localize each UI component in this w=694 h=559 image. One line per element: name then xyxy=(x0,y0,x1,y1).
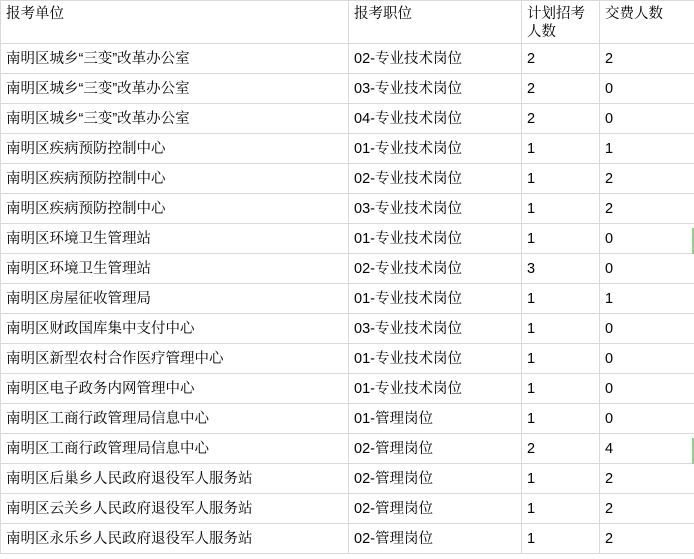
cell-planned: 1 xyxy=(522,164,600,194)
cell-paid: 0 xyxy=(600,254,694,284)
cell-position: 02-专业技术岗位 xyxy=(349,44,522,74)
cell-position: 03-专业技术岗位 xyxy=(349,74,522,104)
cell-paid: 2 xyxy=(600,194,694,224)
cell-paid: 0 xyxy=(600,344,694,374)
cell-planned: 2 xyxy=(522,104,600,134)
cell-position: 01-专业技术岗位 xyxy=(349,374,522,404)
column-header-planned-count: 计划招考人数 xyxy=(522,1,600,44)
cell-planned: 1 xyxy=(522,404,600,434)
cell-paid: 2 xyxy=(600,464,694,494)
cell-position: 01-专业技术岗位 xyxy=(349,344,522,374)
cell-planned: 2 xyxy=(522,44,600,74)
cell-unit: 南明区后巢乡人民政府退役军人服务站 xyxy=(1,464,349,494)
cell-unit: 南明区疾病预防控制中心 xyxy=(1,134,349,164)
cell-planned: 1 xyxy=(522,134,600,164)
table-row xyxy=(1,74,694,104)
cell-paid: 2 xyxy=(600,44,694,74)
cell-paid: 0 xyxy=(600,74,694,104)
cell-planned: 1 xyxy=(522,284,600,314)
table-header-row xyxy=(1,1,694,44)
table-row xyxy=(1,194,694,224)
cell-position: 02-管理岗位 xyxy=(349,434,522,464)
cell-unit: 南明区环境卫生管理站 xyxy=(1,254,349,284)
cell-unit: 南明区工商行政管理局信息中心 xyxy=(1,404,349,434)
cell-paid: 2 xyxy=(600,524,694,554)
cell-planned: 2 xyxy=(522,434,600,464)
cell-position: 02-专业技术岗位 xyxy=(349,164,522,194)
cell-position: 03-专业技术岗位 xyxy=(349,314,522,344)
table-row xyxy=(1,374,694,404)
table-row xyxy=(1,224,694,254)
cell-paid: 0 xyxy=(600,374,694,404)
cell-position: 03-专业技术岗位 xyxy=(349,194,522,224)
cell-paid: 0 xyxy=(600,404,694,434)
cell-position: 02-管理岗位 xyxy=(349,464,522,494)
table-row xyxy=(1,134,694,164)
cell-position: 01-专业技术岗位 xyxy=(349,224,522,254)
column-header-unit: 报考单位 xyxy=(1,1,349,44)
cell-paid: 0 xyxy=(600,224,694,254)
cell-planned: 1 xyxy=(522,194,600,224)
cell-planned: 1 xyxy=(522,494,600,524)
cell-unit: 南明区云关乡人民政府退役军人服务站 xyxy=(1,494,349,524)
cell-planned: 1 xyxy=(522,224,600,254)
column-header-paid-count: 交费人数 xyxy=(600,1,694,44)
cell-unit: 南明区永乐乡人民政府退役军人服务站 xyxy=(1,524,349,554)
cell-position: 02-管理岗位 xyxy=(349,494,522,524)
cell-unit: 南明区工商行政管理局信息中心 xyxy=(1,434,349,464)
cell-paid: 1 xyxy=(600,134,694,164)
cell-unit: 南明区环境卫生管理站 xyxy=(1,224,349,254)
cell-planned: 1 xyxy=(522,374,600,404)
table-row xyxy=(1,494,694,524)
cell-unit: 南明区新型农村合作医疗管理中心 xyxy=(1,344,349,374)
table-row xyxy=(1,404,694,434)
table-row xyxy=(1,44,694,74)
table-row xyxy=(1,284,694,314)
table-row xyxy=(1,104,694,134)
cell-planned: 1 xyxy=(522,314,600,344)
cell-planned: 3 xyxy=(522,254,600,284)
cell-position: 04-专业技术岗位 xyxy=(349,104,522,134)
table-row xyxy=(1,314,694,344)
cell-position: 02-管理岗位 xyxy=(349,524,522,554)
cell-planned: 1 xyxy=(522,344,600,374)
cell-position: 02-专业技术岗位 xyxy=(349,254,522,284)
cell-unit: 南明区电子政务内网管理中心 xyxy=(1,374,349,404)
table-row xyxy=(1,164,694,194)
cell-paid: 1 xyxy=(600,284,694,314)
table-row xyxy=(1,344,694,374)
cell-paid: 0 xyxy=(600,104,694,134)
cell-paid: 4 xyxy=(600,434,694,464)
cell-paid: 0 xyxy=(600,314,694,344)
cell-position: 01-专业技术岗位 xyxy=(349,284,522,314)
table-row xyxy=(1,434,694,464)
cell-planned: 2 xyxy=(522,74,600,104)
table-row xyxy=(1,254,694,284)
cell-unit: 南明区城乡“三变”改革办公室 xyxy=(1,44,349,74)
cell-unit: 南明区疾病预防控制中心 xyxy=(1,194,349,224)
cell-unit: 南明区城乡“三变”改革办公室 xyxy=(1,74,349,104)
cell-position: 01-管理岗位 xyxy=(349,404,522,434)
cell-paid: 2 xyxy=(600,164,694,194)
column-header-position: 报考职位 xyxy=(349,1,522,44)
cell-unit: 南明区房屋征收管理局 xyxy=(1,284,349,314)
cell-unit: 南明区疾病预防控制中心 xyxy=(1,164,349,194)
cell-position: 01-专业技术岗位 xyxy=(349,134,522,164)
table-row xyxy=(1,464,694,494)
cell-paid: 2 xyxy=(600,494,694,524)
cell-unit: 南明区城乡“三变”改革办公室 xyxy=(1,104,349,134)
table-body xyxy=(1,44,694,554)
table-row xyxy=(1,524,694,554)
cell-planned: 1 xyxy=(522,524,600,554)
cell-unit: 南明区财政国库集中支付中心 xyxy=(1,314,349,344)
cell-planned: 1 xyxy=(522,464,600,494)
